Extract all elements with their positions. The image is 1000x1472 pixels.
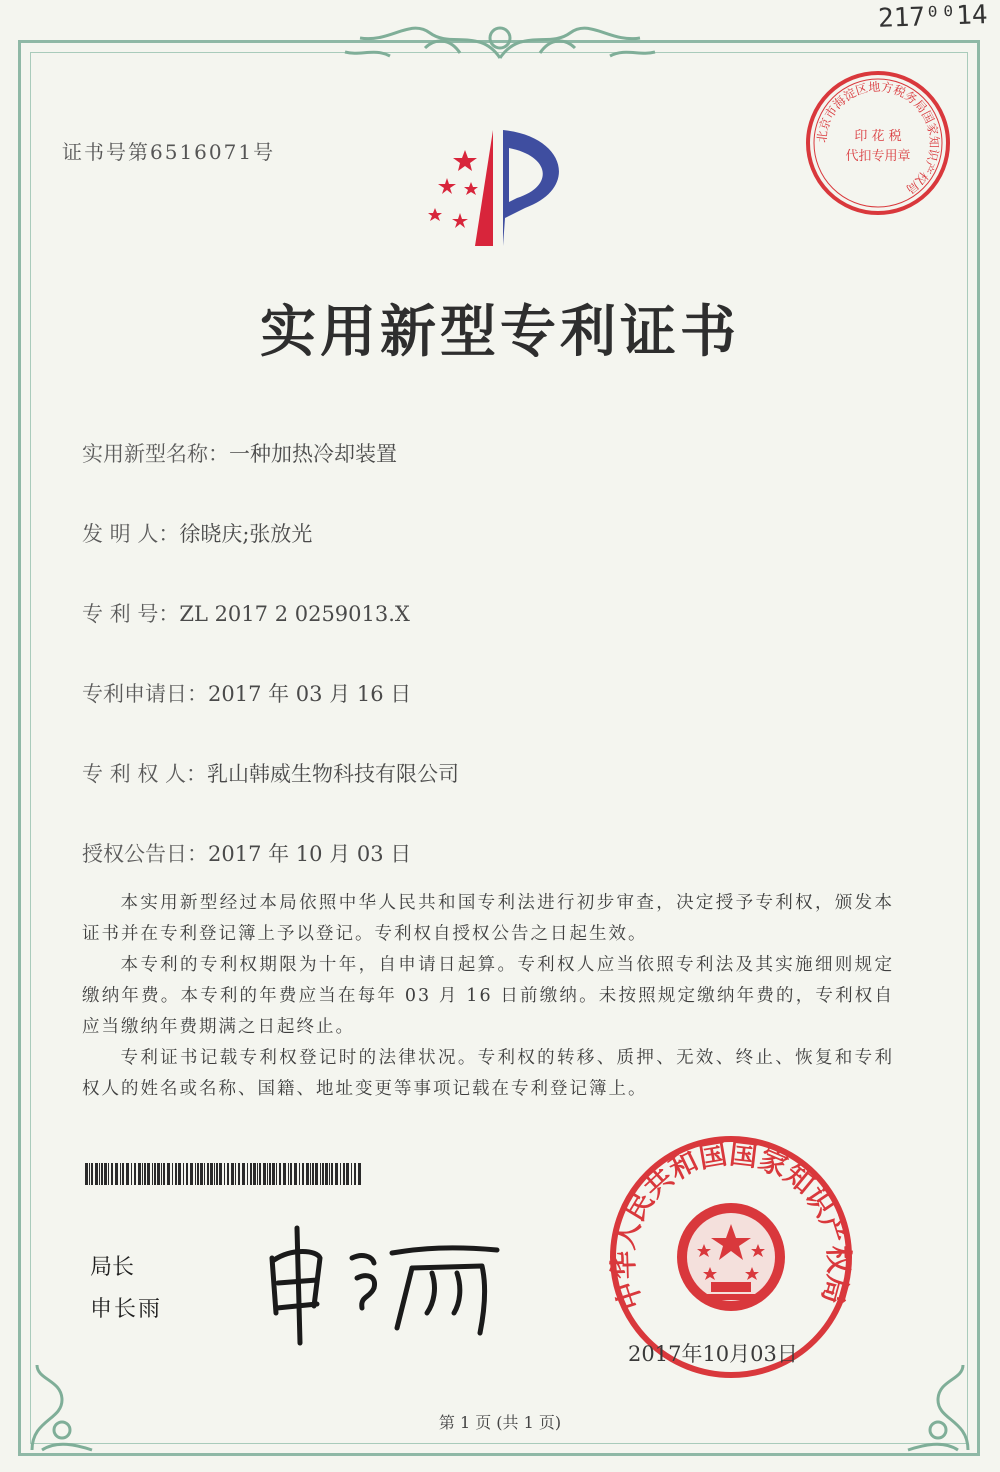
barcode-bar [322, 1163, 324, 1185]
field-patentee [82, 758, 459, 788]
barcode-bar [250, 1163, 252, 1185]
barcode-bar [108, 1163, 109, 1185]
field-value: 一种加热冷却装置 [229, 442, 397, 466]
barcode-bar [138, 1163, 141, 1185]
barcode-bar [126, 1163, 129, 1185]
barcode-bar [235, 1163, 236, 1185]
barcode-bar [320, 1163, 321, 1185]
barcode-bar [175, 1163, 177, 1185]
barcode-bar [163, 1163, 165, 1185]
seal-date: 2017年10月03日 [628, 1342, 798, 1366]
barcode-bar [200, 1163, 203, 1185]
barcode-bar [216, 1163, 218, 1185]
director-title: 局长 [90, 1255, 135, 1280]
national-emblem-icon [677, 1203, 785, 1311]
barcode-bar [99, 1163, 100, 1185]
barcode-bar [358, 1163, 361, 1185]
field-label: 实用新型名称： [82, 442, 229, 466]
barcode-bar [354, 1163, 356, 1185]
barcode-bar [219, 1163, 222, 1185]
barcode-bar [111, 1163, 113, 1185]
barcode-bar [351, 1163, 352, 1185]
barcode-bar [144, 1163, 146, 1185]
certificate-body [82, 888, 894, 1105]
barcode-bar [161, 1163, 162, 1185]
barcode-bar [267, 1163, 268, 1185]
barcode-bar [276, 1163, 277, 1185]
barcode-bar [154, 1163, 156, 1185]
barcode-bar [157, 1163, 160, 1185]
barcode-bar [247, 1163, 248, 1185]
barcode-bar [242, 1163, 245, 1185]
barcode-bar [279, 1163, 281, 1185]
barcode-bar [290, 1163, 292, 1185]
barcode-bar [315, 1163, 318, 1185]
barcode-bar [131, 1163, 132, 1185]
barcode-bar [142, 1163, 143, 1185]
barcode-bar [190, 1163, 193, 1185]
barcode-bar [299, 1163, 300, 1185]
barcode-bar [195, 1163, 196, 1185]
small-seal-ring-text: 北京市海淀区地方税务局国家知识产权局 [814, 79, 942, 197]
field-value: 2017 年 03 月 16 日 [208, 682, 412, 706]
barcode-bar [91, 1163, 93, 1185]
barcode-bar [204, 1163, 205, 1185]
field-label: 发 明 人： [82, 522, 180, 546]
barcode-bar [122, 1163, 124, 1185]
tax-stamp-seal [803, 68, 953, 218]
field-value: 2017 年 10 月 03 日 [208, 842, 412, 866]
barcode-bar [257, 1163, 258, 1185]
barcode-bar [335, 1163, 338, 1185]
barcode-bar [214, 1163, 215, 1185]
certificate-title: 实用新型专利证书 [260, 299, 740, 365]
certificate-number: 证书号第6516071号 [62, 140, 276, 164]
barcode-bar [259, 1163, 261, 1185]
field-value: ZL 2017 2 0259013.X [179, 602, 410, 626]
field-label: 专 利 号： [82, 602, 180, 626]
director-name: 申长雨 [90, 1297, 163, 1322]
barcode-bar [269, 1163, 271, 1185]
small-seal-center-line1: 印 花 税 [854, 129, 902, 144]
page-number: 第 1 页 (共 1 页) [438, 1413, 562, 1432]
barcode-bar [186, 1163, 188, 1185]
barcode-bar [101, 1163, 103, 1185]
barcode-bar [115, 1163, 118, 1185]
field-inventor [82, 518, 312, 548]
barcode-bar [253, 1163, 256, 1185]
barcode-bar [302, 1163, 304, 1185]
small-seal-center-line2: 代扣专用章 [845, 149, 911, 164]
barcode-bar [210, 1163, 213, 1185]
field-patent-number [82, 598, 410, 628]
barcode-bar [263, 1163, 266, 1185]
barcode-bar [294, 1163, 297, 1185]
barcode-bar [85, 1163, 88, 1185]
barcode-bar [224, 1163, 225, 1185]
barcode-bar [178, 1163, 181, 1185]
barcode-bar [89, 1163, 90, 1185]
barcode-bar [343, 1163, 345, 1185]
barcode-bar [231, 1163, 234, 1185]
barcode-bar [167, 1163, 170, 1185]
barcode-bar [331, 1163, 333, 1185]
barcode-bar [346, 1163, 349, 1185]
barcode-bar [325, 1163, 328, 1185]
barcode-bar [272, 1163, 275, 1185]
field-label: 专利申请日： [82, 682, 208, 706]
field-value: 徐晓庆;张放光 [179, 522, 313, 546]
barcode-bar [227, 1163, 229, 1185]
barcode-bar [310, 1163, 311, 1185]
barcode-bar [306, 1163, 309, 1185]
bottom-right-ornament-icon [888, 1350, 978, 1460]
barcode-bar [288, 1163, 289, 1185]
field-label: 授权公告日： [82, 842, 208, 866]
barcode-bar [283, 1163, 286, 1185]
barcode-bar [152, 1163, 153, 1185]
body-paragraph: 专利证书记载专利权登记时的法律状况。专利权的转移、质押、无效、终止、恢复和专利权人的姓名或名称、国籍、地址变更等事项记载在专利登记簿上。 [82, 1048, 894, 1099]
barcode-bar [340, 1163, 341, 1185]
top-ornament-icon [330, 8, 670, 68]
body-paragraph: 本专利的专利权期限为十年，自申请日起算。专利权人应当依照专利法及其实施细则规定缴纳年费。本专利的年费应当在每年 03 月 16 日前缴纳。未按照规定缴纳年费的，专利权自应当缴纳年费期满之日起终止。 [82, 955, 894, 1037]
big-seal-ring-text: 中华人民共和国国家知识产权局 [606, 1137, 856, 1314]
barcode-bar [312, 1163, 314, 1185]
field-utility-model-name [82, 438, 397, 468]
barcode-bar [238, 1163, 240, 1185]
cnipa-emblem-icon [405, 118, 595, 258]
barcode-bar [120, 1163, 121, 1185]
barcode-bar [104, 1163, 107, 1185]
handwritten-note: 217⁰⁰14 [877, 0, 989, 34]
field-grant-date [82, 838, 411, 868]
bottom-left-ornament-icon [22, 1350, 112, 1460]
field-value: 乳山韩威生物科技有限公司 [207, 762, 460, 786]
field-label: 专 利 权 人： [82, 762, 208, 786]
barcode-bar [172, 1163, 173, 1185]
barcode-bar [197, 1163, 199, 1185]
barcode [85, 1163, 365, 1185]
body-paragraph: 本实用新型经过本局依照中华人民共和国专利法进行初步审查，决定授予专利权，颁发本证书并在专利登记簿上予以登记。专利权自授权公告之日起生效。 [82, 893, 894, 944]
barcode-bar [207, 1163, 209, 1185]
field-filing-date [82, 678, 411, 708]
director-signature [262, 1218, 512, 1348]
barcode-bar [183, 1163, 184, 1185]
barcode-bar [134, 1163, 136, 1185]
barcode-bar [329, 1163, 330, 1185]
barcode-bar [95, 1163, 98, 1185]
barcode-bar [147, 1163, 150, 1185]
